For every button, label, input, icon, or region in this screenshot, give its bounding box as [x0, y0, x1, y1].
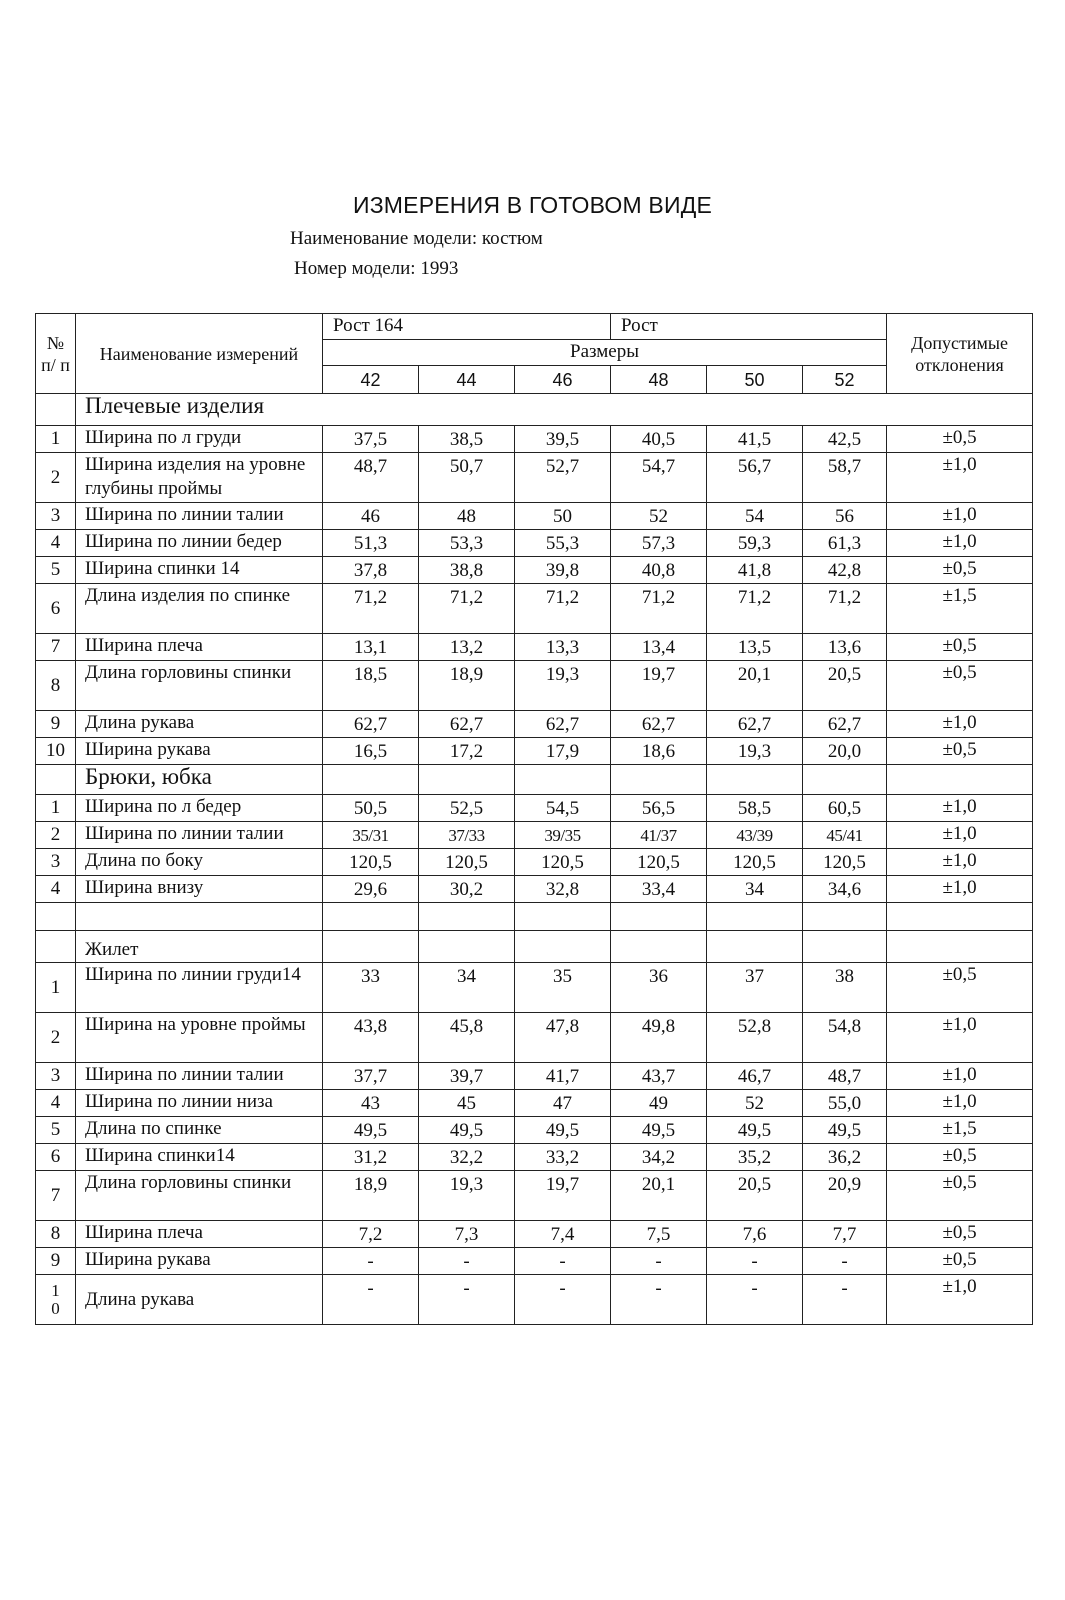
value-cell-46: 55,3: [515, 530, 611, 557]
tolerance-cell: ±0,5: [887, 963, 1033, 1013]
value-cell-44: 39,7: [419, 1063, 515, 1090]
tolerance-cell: ±0,5: [887, 1144, 1033, 1171]
value-cell-48: 49,8: [611, 1013, 707, 1063]
value-cell-44: -: [419, 1275, 515, 1325]
section-title: Плечевые изделия: [76, 394, 1033, 426]
value-cell-46: 52,7: [515, 453, 611, 503]
measurement-name: Длина по спинке: [76, 1117, 323, 1144]
spacer-cell: [76, 903, 323, 931]
measurement-name: Ширина по линии талии: [76, 822, 323, 849]
section-empty-cell: [323, 765, 419, 795]
value-cell-48: -: [611, 1275, 707, 1325]
value-cell-52: 38: [803, 963, 887, 1013]
spacer-cell: [887, 903, 1033, 931]
value-cell-46: 39/35: [515, 822, 611, 849]
section-empty-cell: [36, 394, 76, 426]
table-row: [36, 1013, 1033, 1063]
row-number: 9: [36, 1248, 76, 1275]
value-cell-44: 32,2: [419, 1144, 515, 1171]
row-number: 9: [36, 711, 76, 738]
value-cell-50: 56,7: [707, 453, 803, 503]
section-row: [36, 931, 1033, 963]
value-cell-50: 35,2: [707, 1144, 803, 1171]
value-cell-42: 18,9: [323, 1171, 419, 1221]
value-cell-44: 7,3: [419, 1221, 515, 1248]
value-cell-52: 55,0: [803, 1090, 887, 1117]
value-cell-50: 54: [707, 503, 803, 530]
value-cell-50: 34: [707, 876, 803, 903]
value-cell-48: 41/37: [611, 822, 707, 849]
value-cell-44: -: [419, 1248, 515, 1275]
value-cell-44: 19,3: [419, 1171, 515, 1221]
tolerance-cell: ±0,5: [887, 1171, 1033, 1221]
value-cell-46: 47: [515, 1090, 611, 1117]
tolerance-cell: ±1,0: [887, 822, 1033, 849]
value-cell-44: 37/33: [419, 822, 515, 849]
value-cell-46: 47,8: [515, 1013, 611, 1063]
value-cell-44: 45,8: [419, 1013, 515, 1063]
value-cell-52: 42,5: [803, 426, 887, 453]
value-cell-52: 62,7: [803, 711, 887, 738]
value-cell-50: 71,2: [707, 584, 803, 634]
table-row: [36, 963, 1033, 1013]
value-cell-48: 49,5: [611, 1117, 707, 1144]
value-cell-48: 40,5: [611, 426, 707, 453]
measurement-name: Ширина рукава: [76, 738, 323, 765]
table-row: [36, 795, 1033, 822]
measurement-name: Ширина по линии талии: [76, 1063, 323, 1090]
value-cell-42: 37,8: [323, 557, 419, 584]
header-height: Рост: [611, 314, 887, 340]
document-title: ИЗМЕРЕНИЯ В ГОТОВОМ ВИДЕ: [352, 192, 713, 218]
header-name: Наименование измерений: [76, 314, 323, 394]
value-cell-48: -: [611, 1248, 707, 1275]
value-cell-46: -: [515, 1275, 611, 1325]
size-header-50: 50: [707, 366, 803, 394]
measurement-name: Ширина внизу: [76, 876, 323, 903]
value-cell-52: 48,7: [803, 1063, 887, 1090]
value-cell-44: 48: [419, 503, 515, 530]
row-number: 3: [36, 1063, 76, 1090]
tolerance-cell: ±1,0: [887, 849, 1033, 876]
value-cell-50: 120,5: [707, 849, 803, 876]
value-cell-42: 29,6: [323, 876, 419, 903]
value-cell-50: 46,7: [707, 1063, 803, 1090]
value-cell-52: 20,5: [803, 661, 887, 711]
value-cell-42: 37,5: [323, 426, 419, 453]
value-cell-52: 120,5: [803, 849, 887, 876]
value-cell-42: -: [323, 1275, 419, 1325]
section-empty-cell: [803, 931, 887, 963]
row-number: 7: [36, 1171, 76, 1221]
value-cell-52: 42,8: [803, 557, 887, 584]
value-cell-46: 33,2: [515, 1144, 611, 1171]
measurement-name: Ширина по линии низа: [76, 1090, 323, 1117]
tolerance-cell: ±1,0: [887, 503, 1033, 530]
spacer-cell: [36, 903, 76, 931]
spacer-cell: [419, 903, 515, 931]
value-cell-42: 43,8: [323, 1013, 419, 1063]
row-number: 2: [36, 1013, 76, 1063]
value-cell-46: -: [515, 1248, 611, 1275]
section-empty-cell: [803, 765, 887, 795]
value-cell-52: 58,7: [803, 453, 887, 503]
measurement-name: Длина рукава: [76, 1275, 323, 1325]
tolerance-cell: ±1,0: [887, 453, 1033, 503]
row-number: 7: [36, 634, 76, 661]
value-cell-50: 37: [707, 963, 803, 1013]
value-cell-44: 120,5: [419, 849, 515, 876]
tolerance-cell: ±0,5: [887, 557, 1033, 584]
section-empty-cell: [419, 931, 515, 963]
tolerance-cell: ±1,0: [887, 1063, 1033, 1090]
size-header-46: 46: [515, 366, 611, 394]
tolerance-cell: ±1,0: [887, 1013, 1033, 1063]
tolerance-cell: ±0,5: [887, 1248, 1033, 1275]
value-cell-48: 120,5: [611, 849, 707, 876]
value-cell-42: 16,5: [323, 738, 419, 765]
value-cell-50: 20,1: [707, 661, 803, 711]
value-cell-52: 60,5: [803, 795, 887, 822]
value-cell-48: 13,4: [611, 634, 707, 661]
model-name: Наименование модели: костюм: [290, 228, 543, 249]
value-cell-44: 13,2: [419, 634, 515, 661]
value-cell-52: 71,2: [803, 584, 887, 634]
value-cell-50: -: [707, 1248, 803, 1275]
tolerance-cell: ±1,5: [887, 1117, 1033, 1144]
value-cell-44: 38,5: [419, 426, 515, 453]
table-row: [36, 849, 1033, 876]
row-number: 1: [36, 426, 76, 453]
measurement-name: Длина изделия по спинке: [76, 584, 323, 634]
section-empty-cell: [887, 931, 1033, 963]
value-cell-48: 33,4: [611, 876, 707, 903]
spacer-cell: [515, 903, 611, 931]
table-row: [36, 1171, 1033, 1221]
value-cell-42: 37,7: [323, 1063, 419, 1090]
value-cell-48: 54,7: [611, 453, 707, 503]
section-empty-cell: [707, 931, 803, 963]
value-cell-48: 36: [611, 963, 707, 1013]
value-cell-48: 57,3: [611, 530, 707, 557]
value-cell-50: 59,3: [707, 530, 803, 557]
measurement-name: Ширина по линии талии: [76, 503, 323, 530]
value-cell-46: 39,5: [515, 426, 611, 453]
value-cell-50: 49,5: [707, 1117, 803, 1144]
value-cell-46: 39,8: [515, 557, 611, 584]
value-cell-52: 45/41: [803, 822, 887, 849]
tolerance-cell: ±1,0: [887, 530, 1033, 557]
row-number: 5: [36, 557, 76, 584]
table-row: [36, 634, 1033, 661]
value-cell-50: 58,5: [707, 795, 803, 822]
section-row: [36, 394, 1033, 426]
value-cell-46: 19,3: [515, 661, 611, 711]
value-cell-46: 35: [515, 963, 611, 1013]
value-cell-48: 52: [611, 503, 707, 530]
value-cell-46: 54,5: [515, 795, 611, 822]
row-number: 10: [36, 738, 76, 765]
section-empty-cell: [707, 765, 803, 795]
value-cell-52: 49,5: [803, 1117, 887, 1144]
value-cell-48: 71,2: [611, 584, 707, 634]
value-cell-48: 7,5: [611, 1221, 707, 1248]
value-cell-42: 33: [323, 963, 419, 1013]
value-cell-52: 36,2: [803, 1144, 887, 1171]
measurements-table: [35, 313, 1033, 1325]
row-number: 8: [36, 1221, 76, 1248]
table-row: [36, 711, 1033, 738]
table-row: [36, 876, 1033, 903]
value-cell-44: 18,9: [419, 661, 515, 711]
section-empty-cell: [419, 765, 515, 795]
value-cell-44: 45: [419, 1090, 515, 1117]
value-cell-52: 7,7: [803, 1221, 887, 1248]
measurement-name: Ширина по л груди: [76, 426, 323, 453]
value-cell-50: 41,8: [707, 557, 803, 584]
value-cell-52: 61,3: [803, 530, 887, 557]
measurement-name: Ширина спинки14: [76, 1144, 323, 1171]
tolerance-cell: ±0,5: [887, 661, 1033, 711]
value-cell-48: 19,7: [611, 661, 707, 711]
value-cell-44: 52,5: [419, 795, 515, 822]
table-row: [36, 1275, 1033, 1325]
tolerance-cell: ±1,0: [887, 876, 1033, 903]
table-row: [36, 503, 1033, 530]
value-cell-50: 41,5: [707, 426, 803, 453]
row-number: 10: [36, 1275, 76, 1325]
tolerance-cell: ±1,0: [887, 1275, 1033, 1325]
value-cell-50: 43/39: [707, 822, 803, 849]
value-cell-50: 52,8: [707, 1013, 803, 1063]
measurement-name: Ширина рукава: [76, 1248, 323, 1275]
section-empty-cell: [36, 931, 76, 963]
table-row: [36, 1090, 1033, 1117]
value-cell-46: 50: [515, 503, 611, 530]
tolerance-cell: ±0,5: [887, 426, 1033, 453]
table-row: [36, 661, 1033, 711]
value-cell-48: 40,8: [611, 557, 707, 584]
table-row: [36, 1221, 1033, 1248]
value-cell-42: -: [323, 1248, 419, 1275]
value-cell-48: 20,1: [611, 1171, 707, 1221]
table-row: [36, 822, 1033, 849]
value-cell-50: 62,7: [707, 711, 803, 738]
value-cell-50: -: [707, 1275, 803, 1325]
value-cell-48: 62,7: [611, 711, 707, 738]
value-cell-42: 49,5: [323, 1117, 419, 1144]
tolerance-cell: ±1,5: [887, 584, 1033, 634]
row-number: 4: [36, 530, 76, 557]
value-cell-42: 71,2: [323, 584, 419, 634]
tolerance-cell: ±0,5: [887, 1221, 1033, 1248]
header-number: № п/ п: [36, 314, 76, 394]
measurement-name: Длина горловины спинки: [76, 1171, 323, 1221]
value-cell-52: 20,0: [803, 738, 887, 765]
measurement-name: Ширина изделия на уровне глубины проймы: [76, 453, 323, 503]
value-cell-52: 34,6: [803, 876, 887, 903]
value-cell-42: 18,5: [323, 661, 419, 711]
table-row: [36, 557, 1033, 584]
value-cell-52: 56: [803, 503, 887, 530]
section-row: [36, 765, 1033, 795]
section-empty-cell: [611, 931, 707, 963]
value-cell-46: 41,7: [515, 1063, 611, 1090]
value-cell-44: 34: [419, 963, 515, 1013]
value-cell-42: 43: [323, 1090, 419, 1117]
size-header-48: 48: [611, 366, 707, 394]
value-cell-52: -: [803, 1248, 887, 1275]
measurement-name: Ширина по л бедер: [76, 795, 323, 822]
value-cell-44: 62,7: [419, 711, 515, 738]
size-header-44: 44: [419, 366, 515, 394]
header-height-164: Рост 164: [323, 314, 611, 340]
value-cell-48: 18,6: [611, 738, 707, 765]
table-row: [36, 426, 1033, 453]
value-cell-42: 13,1: [323, 634, 419, 661]
tolerance-cell: ±1,0: [887, 1090, 1033, 1117]
value-cell-46: 7,4: [515, 1221, 611, 1248]
row-number: 6: [36, 584, 76, 634]
value-cell-46: 71,2: [515, 584, 611, 634]
value-cell-50: 13,5: [707, 634, 803, 661]
measurement-name: Длина рукава: [76, 711, 323, 738]
header-sizes-label: Размеры: [323, 340, 887, 366]
measurement-name: Ширина спинки 14: [76, 557, 323, 584]
tolerance-cell: ±1,0: [887, 795, 1033, 822]
value-cell-52: -: [803, 1275, 887, 1325]
value-cell-42: 46: [323, 503, 419, 530]
value-cell-46: 32,8: [515, 876, 611, 903]
spacer-cell: [611, 903, 707, 931]
value-cell-50: 20,5: [707, 1171, 803, 1221]
value-cell-44: 38,8: [419, 557, 515, 584]
measurement-name: Ширина плеча: [76, 634, 323, 661]
spacer-cell: [323, 903, 419, 931]
table-row: [36, 453, 1033, 503]
table-row: [36, 1144, 1033, 1171]
value-cell-42: 62,7: [323, 711, 419, 738]
value-cell-48: 49: [611, 1090, 707, 1117]
measurement-name: Ширина на уровне проймы: [76, 1013, 323, 1063]
value-cell-48: 34,2: [611, 1144, 707, 1171]
size-header-42: 42: [323, 366, 419, 394]
value-cell-46: 19,7: [515, 1171, 611, 1221]
measurement-name: Длина по боку: [76, 849, 323, 876]
value-cell-46: 13,3: [515, 634, 611, 661]
table-row: [36, 738, 1033, 765]
size-header-52: 52: [803, 366, 887, 394]
row-number: 2: [36, 822, 76, 849]
row-number: 4: [36, 1090, 76, 1117]
measurement-name: Длина горловины спинки: [76, 661, 323, 711]
value-cell-52: 20,9: [803, 1171, 887, 1221]
section-empty-cell: [515, 931, 611, 963]
value-cell-42: 51,3: [323, 530, 419, 557]
tolerance-cell: ±0,5: [887, 634, 1033, 661]
value-cell-42: 31,2: [323, 1144, 419, 1171]
tolerance-cell: ±1,0: [887, 711, 1033, 738]
value-cell-46: 49,5: [515, 1117, 611, 1144]
tolerance-cell: ±0,5: [887, 738, 1033, 765]
spacer-row: [36, 903, 1033, 931]
section-empty-cell: [36, 765, 76, 795]
row-number: 1: [36, 795, 76, 822]
section-empty-cell: [515, 765, 611, 795]
value-cell-48: 43,7: [611, 1063, 707, 1090]
row-number: 8: [36, 661, 76, 711]
value-cell-42: 35/31: [323, 822, 419, 849]
spacer-cell: [707, 903, 803, 931]
value-cell-50: 19,3: [707, 738, 803, 765]
row-number: 4: [36, 876, 76, 903]
header-tolerance: Допустимые отклонения: [887, 314, 1033, 394]
section-empty-cell: [611, 765, 707, 795]
value-cell-42: 50,5: [323, 795, 419, 822]
value-cell-44: 71,2: [419, 584, 515, 634]
spacer-cell: [803, 903, 887, 931]
value-cell-44: 17,2: [419, 738, 515, 765]
value-cell-44: 30,2: [419, 876, 515, 903]
row-number: 1: [36, 963, 76, 1013]
table-row: [36, 530, 1033, 557]
section-empty-cell: [323, 931, 419, 963]
value-cell-44: 49,5: [419, 1117, 515, 1144]
value-cell-52: 54,8: [803, 1013, 887, 1063]
section-title: Брюки, юбка: [76, 765, 323, 795]
value-cell-42: 7,2: [323, 1221, 419, 1248]
value-cell-50: 7,6: [707, 1221, 803, 1248]
section-empty-cell: [887, 765, 1033, 795]
model-number: Номер модели: 1993: [294, 258, 459, 279]
row-number: 5: [36, 1117, 76, 1144]
value-cell-46: 17,9: [515, 738, 611, 765]
section-title: Жилет: [76, 931, 323, 963]
measurement-name: Ширина по линии бедер: [76, 530, 323, 557]
row-number: 2: [36, 453, 76, 503]
value-cell-50: 52: [707, 1090, 803, 1117]
value-cell-48: 56,5: [611, 795, 707, 822]
row-number: 3: [36, 849, 76, 876]
value-cell-52: 13,6: [803, 634, 887, 661]
value-cell-46: 120,5: [515, 849, 611, 876]
row-number: 6: [36, 1144, 76, 1171]
value-cell-44: 53,3: [419, 530, 515, 557]
measurement-name: Ширина плеча: [76, 1221, 323, 1248]
value-cell-42: 48,7: [323, 453, 419, 503]
table-row: [36, 1117, 1033, 1144]
value-cell-42: 120,5: [323, 849, 419, 876]
measurement-name: Ширина по линии груди14: [76, 963, 323, 1013]
table-row: [36, 1063, 1033, 1090]
value-cell-44: 50,7: [419, 453, 515, 503]
row-number: 3: [36, 503, 76, 530]
value-cell-46: 62,7: [515, 711, 611, 738]
table-row: [36, 1248, 1033, 1275]
table-row: [36, 584, 1033, 634]
